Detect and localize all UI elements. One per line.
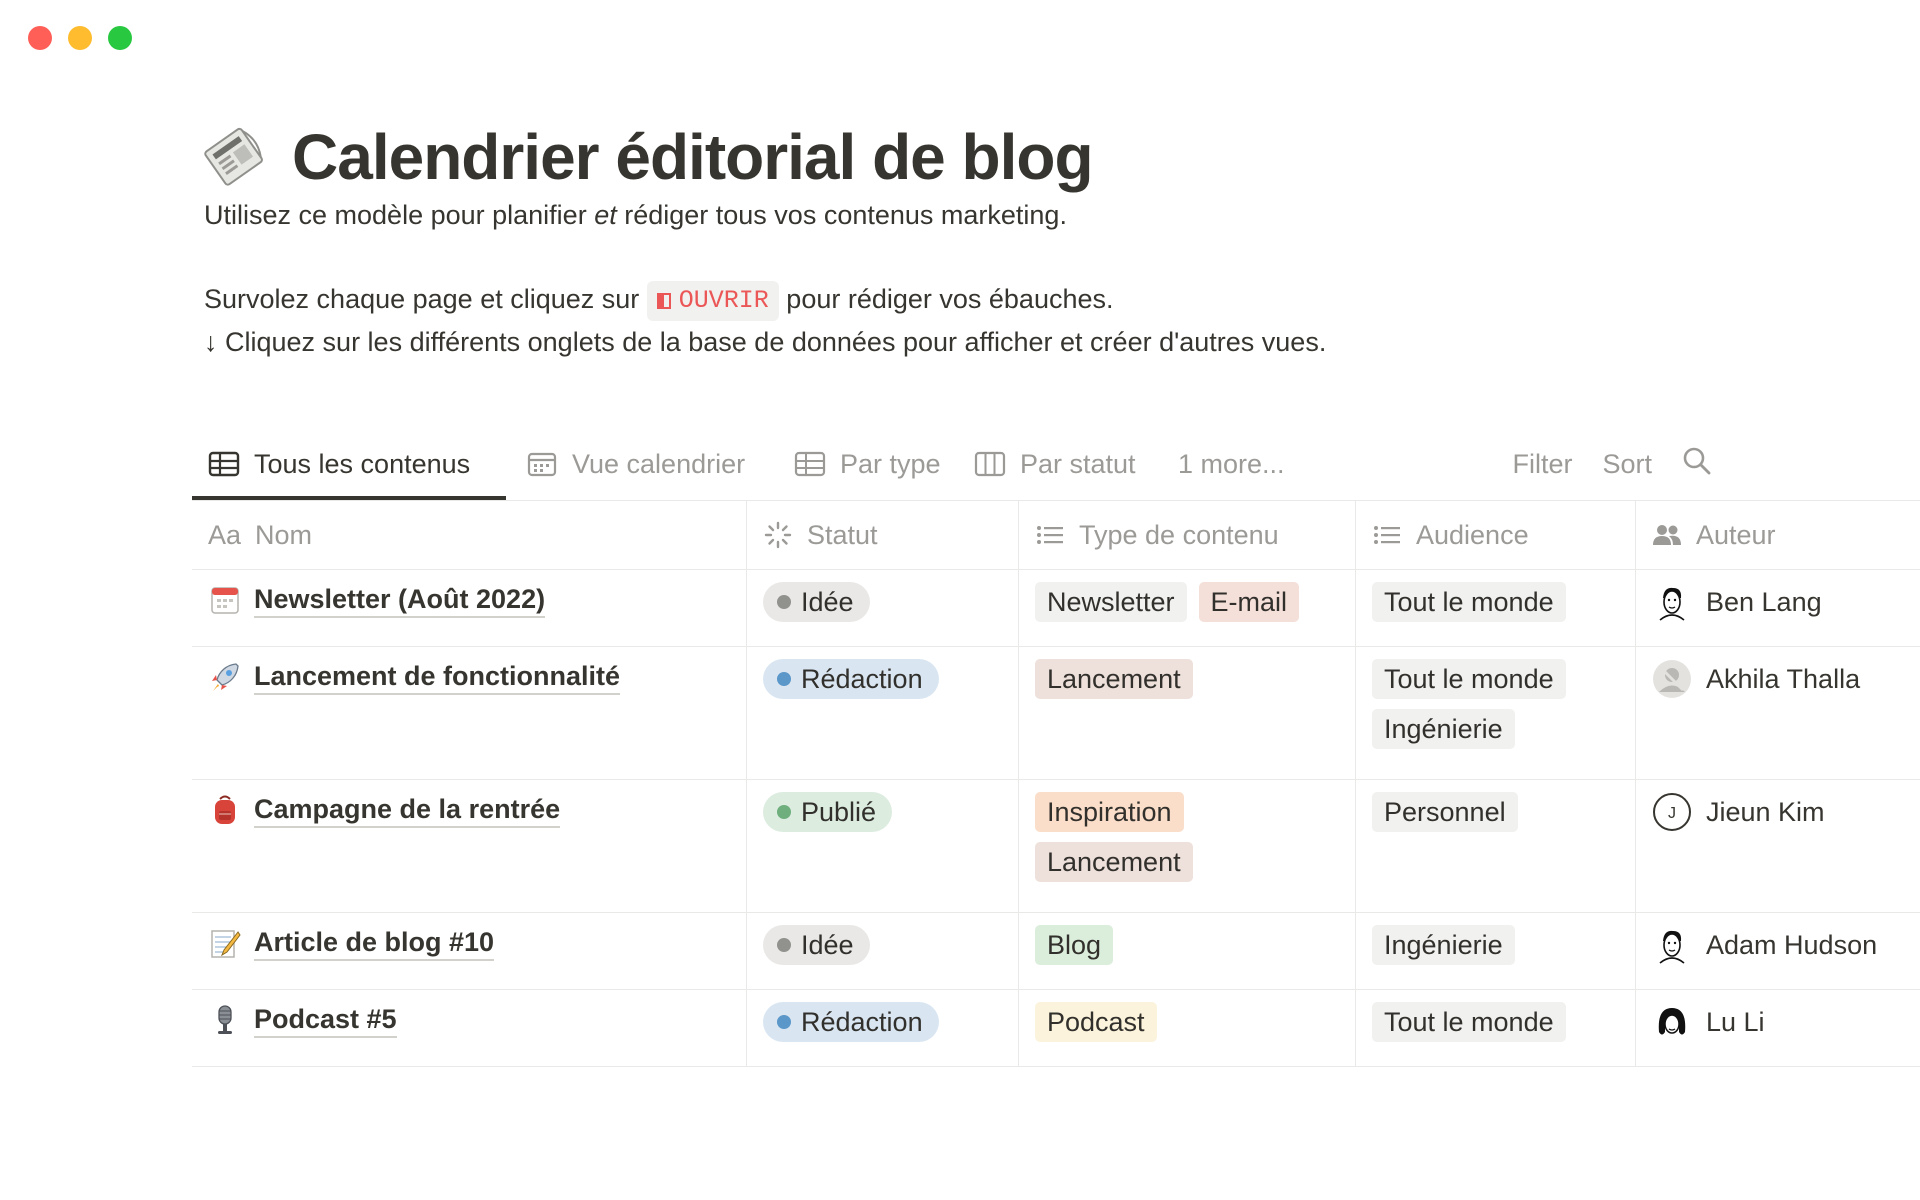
calendar-emoji bbox=[208, 583, 242, 617]
avatar bbox=[1652, 792, 1692, 832]
avatar bbox=[1652, 659, 1692, 699]
author-cell[interactable] bbox=[1636, 647, 1920, 779]
column-header-audience[interactable]: Audience bbox=[1356, 501, 1636, 569]
status-badge[interactable]: Rédaction bbox=[763, 659, 939, 699]
tab-par-statut[interactable]: Par statut bbox=[974, 432, 1136, 496]
newspaper-icon[interactable] bbox=[198, 120, 272, 194]
audience-tag[interactable]: Tout le monde bbox=[1372, 1002, 1566, 1042]
backpack-emoji bbox=[208, 793, 242, 827]
description-line-1: Utilisez ce modèle pour planifier et rédiger tous vos contenus marketing. bbox=[204, 200, 1067, 230]
author-name: Akhila Thalla bbox=[1706, 663, 1861, 694]
table-row[interactable] bbox=[192, 570, 1920, 647]
audience-tag[interactable]: Tout le monde bbox=[1372, 582, 1566, 622]
audience-tag[interactable]: Ingénierie bbox=[1372, 709, 1515, 749]
memo-emoji bbox=[208, 926, 242, 960]
author-cell[interactable] bbox=[1636, 990, 1920, 1066]
content-type-tag[interactable]: Inspiration bbox=[1035, 792, 1184, 832]
zoom-window-button[interactable] bbox=[108, 26, 132, 50]
name-cell[interactable] bbox=[192, 913, 747, 989]
status-icon bbox=[763, 521, 793, 549]
table-row[interactable] bbox=[192, 913, 1920, 990]
status-dot bbox=[777, 1015, 791, 1029]
audience-cell[interactable] bbox=[1356, 647, 1636, 779]
people-icon bbox=[1652, 521, 1682, 549]
table-row[interactable] bbox=[192, 647, 1920, 780]
search-icon[interactable] bbox=[1682, 446, 1712, 483]
list-icon bbox=[1372, 521, 1402, 549]
type-cell[interactable] bbox=[1019, 780, 1356, 912]
page-link[interactable]: Lancement de fonctionnalité bbox=[254, 659, 620, 695]
name-cell[interactable] bbox=[192, 647, 747, 779]
content-type-tag[interactable]: Blog bbox=[1035, 925, 1113, 965]
name-cell[interactable] bbox=[192, 570, 747, 646]
list-icon bbox=[1035, 521, 1065, 549]
table-icon bbox=[794, 450, 826, 478]
audience-cell[interactable] bbox=[1356, 990, 1636, 1066]
status-cell[interactable] bbox=[747, 913, 1019, 989]
status-dot bbox=[777, 805, 791, 819]
type-cell[interactable] bbox=[1019, 990, 1356, 1066]
text-property-icon: Aa bbox=[208, 519, 242, 550]
audience-tag[interactable]: Ingénierie bbox=[1372, 925, 1515, 965]
page-link[interactable]: Podcast #5 bbox=[254, 1002, 397, 1038]
view-tabs bbox=[192, 432, 1920, 500]
calendar-icon bbox=[526, 450, 558, 478]
avatar bbox=[1652, 925, 1692, 965]
status-dot bbox=[777, 672, 791, 686]
microphone-emoji bbox=[208, 1003, 242, 1037]
page-link[interactable]: Article de blog #10 bbox=[254, 925, 494, 961]
audience-tag[interactable]: Personnel bbox=[1372, 792, 1518, 832]
content-type-tag[interactable]: Lancement bbox=[1035, 842, 1193, 882]
column-header-nom[interactable]: Aa Nom bbox=[192, 501, 747, 569]
status-dot bbox=[777, 938, 791, 952]
view-toolbar bbox=[1512, 432, 1712, 496]
content-type-tag[interactable]: Lancement bbox=[1035, 659, 1193, 699]
page-link[interactable]: Campagne de la rentrée bbox=[254, 792, 560, 828]
tab-par-type[interactable]: Par type bbox=[794, 432, 941, 496]
author-name: Adam Hudson bbox=[1706, 929, 1878, 960]
type-cell[interactable] bbox=[1019, 913, 1356, 989]
minimize-window-button[interactable] bbox=[68, 26, 92, 50]
content-type-tag[interactable]: Podcast bbox=[1035, 1002, 1157, 1042]
author-name: Lu Li bbox=[1706, 1006, 1765, 1037]
tab-vue-calendrier[interactable]: Vue calendrier bbox=[526, 432, 745, 496]
avatar bbox=[1652, 582, 1692, 622]
name-cell[interactable] bbox=[192, 780, 747, 912]
table-row[interactable] bbox=[192, 780, 1920, 913]
page-header bbox=[196, 120, 1920, 363]
status-badge[interactable]: Idée bbox=[763, 925, 870, 965]
status-cell[interactable] bbox=[747, 570, 1019, 646]
database-table bbox=[192, 500, 1920, 1067]
status-badge[interactable]: Publié bbox=[763, 792, 892, 832]
column-header-auteur[interactable]: Auteur bbox=[1636, 501, 1920, 569]
table-icon bbox=[208, 450, 240, 478]
column-header-statut[interactable]: Statut bbox=[747, 501, 1019, 569]
description-line-3: ↓ Cliquez sur les différents onglets de la base de données pour afficher et créer d'autres vues. bbox=[204, 326, 1327, 357]
table-row[interactable] bbox=[192, 990, 1920, 1067]
svg-text:J: J bbox=[1668, 805, 1676, 822]
author-name: Jieun Kim bbox=[1706, 796, 1825, 827]
rocket-emoji bbox=[208, 660, 242, 694]
tab-more[interactable]: 1 more... bbox=[1178, 448, 1285, 479]
sort-button[interactable]: Sort bbox=[1602, 448, 1652, 479]
table-header bbox=[192, 501, 1920, 570]
avatar bbox=[1652, 1002, 1692, 1042]
name-cell[interactable] bbox=[192, 990, 747, 1066]
close-window-button[interactable] bbox=[28, 26, 52, 50]
audience-tag[interactable]: Tout le monde bbox=[1372, 659, 1566, 699]
author-cell[interactable] bbox=[1636, 570, 1920, 646]
status-cell[interactable] bbox=[747, 647, 1019, 779]
content-type-tag[interactable]: E-mail bbox=[1199, 582, 1300, 622]
author-name: Ben Lang bbox=[1706, 586, 1822, 617]
open-panel-icon bbox=[657, 293, 671, 309]
status-badge[interactable]: Idée bbox=[763, 582, 870, 622]
audience-cell[interactable] bbox=[1356, 570, 1636, 646]
description-line-2: Survolez chaque page et cliquez sur OUVRIR pour rédiger vos ébauches. bbox=[204, 278, 1920, 321]
status-cell[interactable] bbox=[747, 780, 1019, 912]
page-link[interactable]: Newsletter (Août 2022) bbox=[254, 582, 545, 618]
status-dot bbox=[777, 595, 791, 609]
author-cell[interactable] bbox=[1636, 913, 1920, 989]
page-description bbox=[204, 194, 1920, 363]
type-cell[interactable] bbox=[1019, 570, 1356, 646]
audience-cell[interactable] bbox=[1356, 913, 1636, 989]
tab-tous-les-contenus[interactable]: Tous les contenus bbox=[208, 432, 470, 496]
filter-button[interactable]: Filter bbox=[1512, 448, 1573, 479]
content-type-tag[interactable]: Newsletter bbox=[1035, 582, 1187, 622]
status-cell[interactable] bbox=[747, 990, 1019, 1066]
page-title: Calendrier éditorial de blog bbox=[292, 121, 1093, 193]
column-header-type-de-contenu[interactable]: Type de contenu bbox=[1019, 501, 1356, 569]
window-controls bbox=[28, 26, 132, 50]
status-badge[interactable]: Rédaction bbox=[763, 1002, 939, 1042]
audience-cell[interactable] bbox=[1356, 780, 1636, 912]
board-icon bbox=[974, 450, 1006, 478]
type-cell[interactable] bbox=[1019, 647, 1356, 779]
author-cell[interactable] bbox=[1636, 780, 1920, 912]
ouvrir-chip: OUVRIR bbox=[647, 281, 779, 321]
